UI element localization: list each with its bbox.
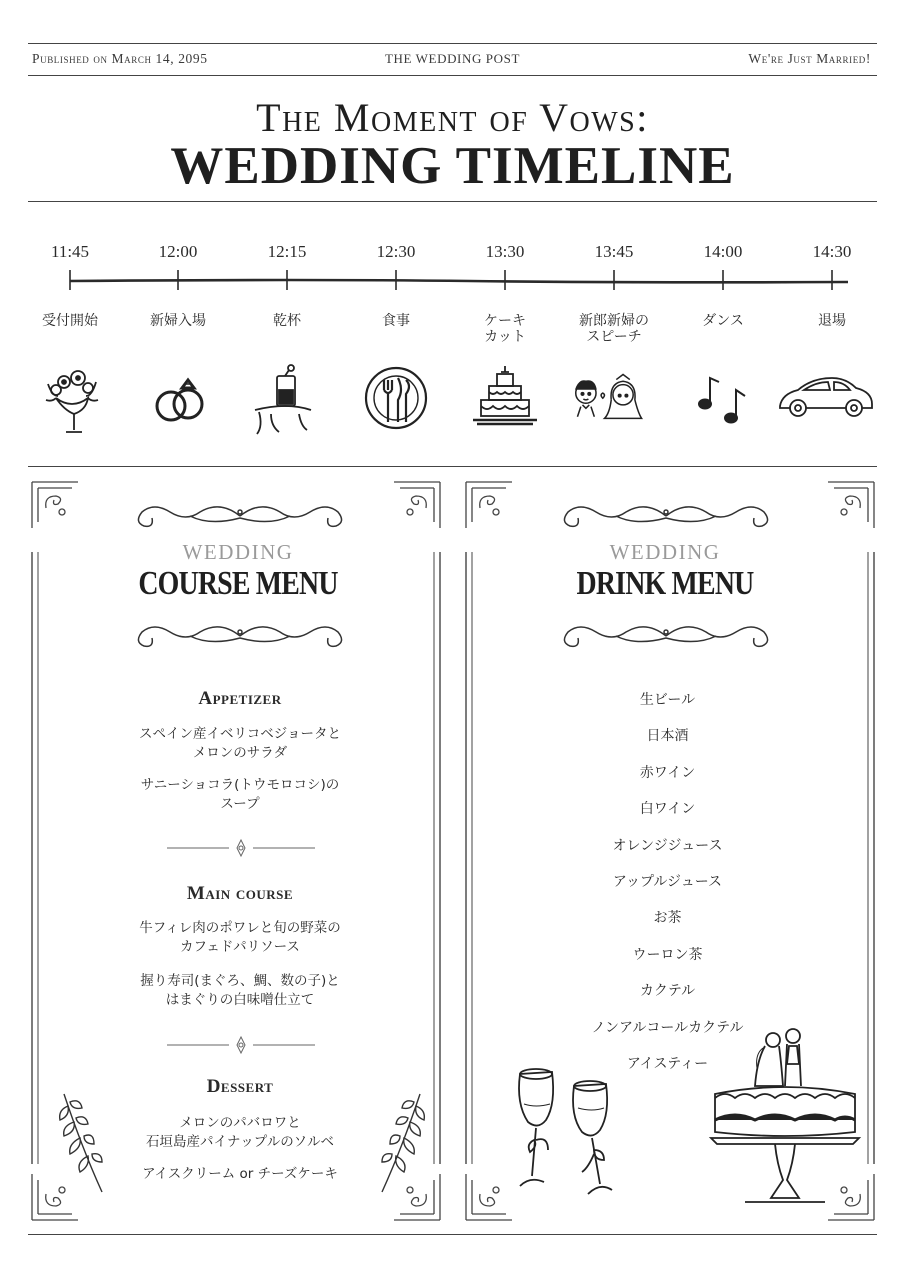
drink-menu-title: DRINK MENU [576,565,754,602]
car-icon [776,360,876,438]
wedding-cake-icon [467,360,543,438]
top-rule [28,43,877,44]
section-heading-appetizer: Appetizer [198,688,282,709]
timeline-time: 13:30 [485,242,525,261]
timeline-event: 食事 [382,313,410,329]
timeline-time: 12:15 [267,242,307,261]
section-heading-main-course: Main course [186,883,294,904]
timeline-rule [28,466,877,467]
bottom-rule [28,1234,877,1235]
tagline: We're Just Married! [748,51,871,66]
bride-groom-icon [569,360,645,438]
section-divider [165,1035,317,1055]
olive-branch-icon [52,1088,112,1198]
flourish-ornament [130,496,350,536]
plate-cutlery-icon [358,360,434,438]
menu-item: 握り寿司(まぐろ、鯛、数の子)と はまぐりの白味噌仕立て [140,973,340,1008]
flourish-ornament [556,616,776,656]
timeline-time: 14:30 [812,242,852,261]
drink-item: お茶 [653,910,682,926]
drink-item: カクテル [639,983,696,999]
menu-item: アイスクリーム or チーズケーキ [142,1166,338,1182]
drink-item: オレンジジュース [612,838,723,854]
flourish-ornament [130,616,350,656]
drink-item: 日本酒 [646,728,689,744]
drink-item: 白ワイン [639,801,696,817]
timeline-time: 14:00 [703,242,743,261]
published-date: Published on March 14, 2095 [32,51,208,66]
timeline-time: 13:45 [594,242,634,261]
menu-item: スペイン産イベリコベジョータと メロンのサラダ [139,726,341,761]
toast-drink-icon [249,360,325,438]
timeline-time: 11:45 [50,242,90,261]
timeline-axis [0,262,905,302]
champagne-glasses-icon [508,1064,628,1204]
drink-item: 生ビール [639,692,696,708]
title-line-1: The Moment of Vows: [256,95,649,140]
title-line-2: WEDDING TIMELINE [170,137,735,195]
publication-name: THE WEDDING POST [384,51,521,66]
drink-menu-subtitle: WEDDING [609,540,721,564]
menu-item: メロンのパバロワと 石垣島産パイナップルのソルベ [146,1115,334,1150]
course-menu-subtitle: WEDDING [182,540,294,564]
timeline-event: 乾杯 [273,313,301,329]
timeline-event: ダンス [702,313,744,329]
section-divider [165,838,317,858]
wedding-cake-couple-icon [705,1024,865,1214]
timeline-event: 新婦入場 [150,313,206,329]
wedding-rings-icon [141,360,217,438]
header-rule [28,75,877,76]
drink-item: ノンアルコールカクテル [591,1020,744,1036]
timeline-event: 受付開始 [42,313,98,329]
flower-vase-icon [34,360,110,438]
title-rule [28,201,877,202]
timeline-event: 退場 [818,313,846,329]
drink-item: アイスティー [626,1056,709,1072]
course-menu-title: COURSE MENU [138,565,338,602]
drink-item: アップルジュース [612,874,723,890]
section-heading-dessert: Dessert [206,1076,274,1097]
drink-item: ウーロン茶 [632,947,703,963]
flourish-ornament [556,496,776,536]
timeline-time: 12:30 [376,242,416,261]
drink-item: 赤ワイン [639,765,696,781]
timeline-time: 12:00 [158,242,198,261]
timeline-event: 新郎新婦の スピーチ [579,313,649,345]
olive-branch-icon [372,1088,432,1198]
music-notes-icon [685,360,761,438]
menu-item: サニーショコラ(トウモロコシ)の スープ [140,777,340,812]
timeline-event: ケーキ カット [484,313,526,345]
menu-item: 牛フィレ肉のポワレと旬の野菜の カフェドパリソース [139,920,341,955]
